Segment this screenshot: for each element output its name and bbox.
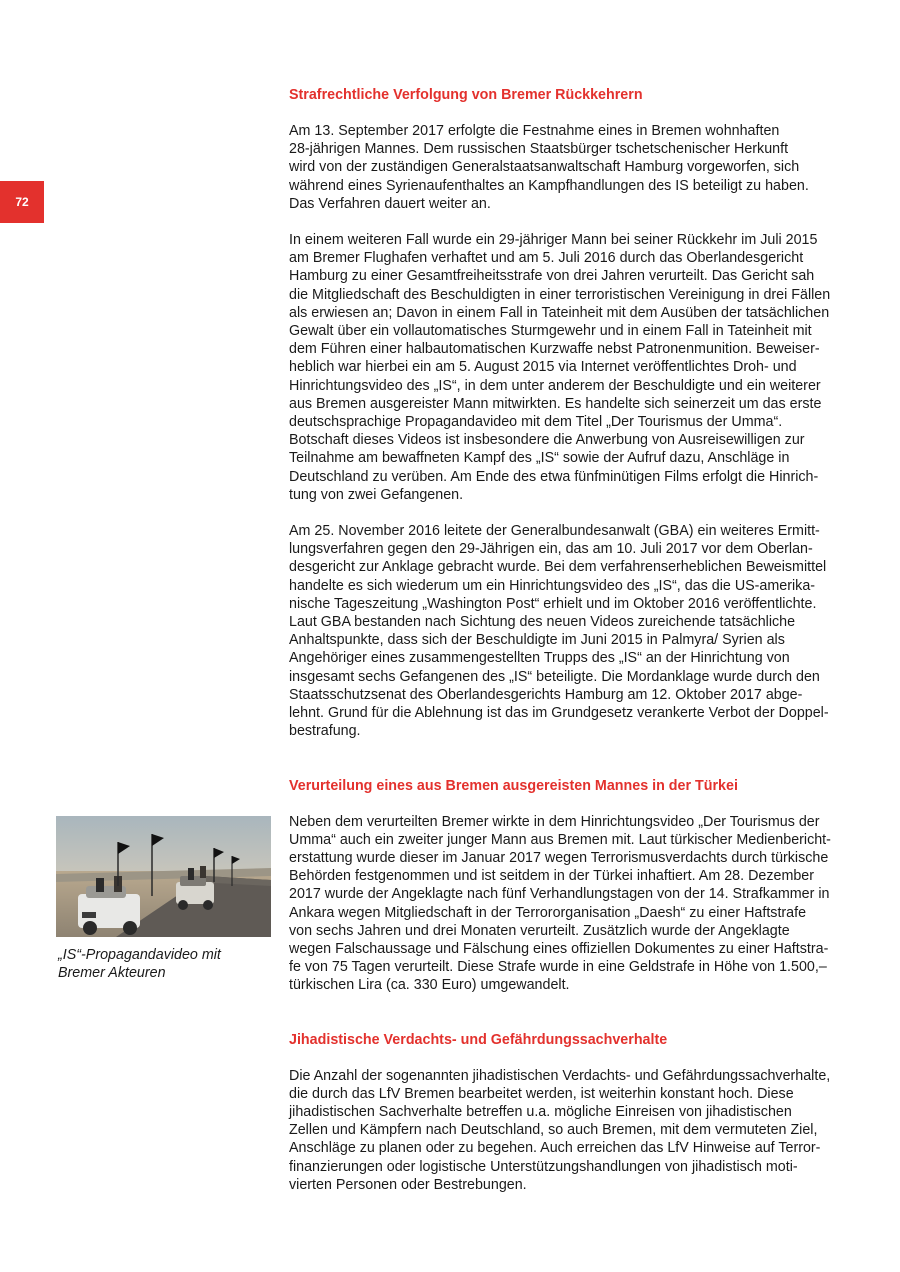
- text-line: als erwiesen an; Davon in einem Fall in Tateinheit mit dem Ausüben der tatsächlichen: [289, 304, 830, 321]
- text-line: Das Verfahren dauert weiter an.: [289, 195, 491, 212]
- text-line: Hinrichtungsvideo des „IS“, in dem unter anderem der Beschuldigte und ein weiterer: [289, 377, 821, 394]
- caption-line: „IS“-Propagandavideo mit: [58, 947, 221, 963]
- section-heading: Jihadistische Verdachts- und Gefährdungssachverhalte: [289, 1031, 668, 1048]
- section-heading: Strafrechtliche Verfolgung von Bremer Rückkehrern: [289, 87, 643, 103]
- text-line: Zellen und Kämpfern nach Deutschland, so auch Bremen, mit dem vermuteten Ziel,: [289, 1122, 818, 1139]
- text-line: vierten Personen oder Bestrebungen.: [289, 1176, 527, 1193]
- text-line: Am 25. November 2016 leitete der Generalbundesanwalt (GBA) ein weiteres Ermitt-: [289, 523, 820, 540]
- text-line: Ankara wegen Mitgliedschaft in der Terrororganisation „Daesh“ zu einer Haftstrafe: [289, 904, 807, 921]
- text-line: handelte es sich wiederum um ein Hinrichtungsvideo des „IS“, das die US-amerika-: [289, 577, 816, 594]
- text-line: finanzierungen oder logistische Unterstützungshandlungen von jihadistisch moti-: [289, 1158, 798, 1175]
- section-spacer: [289, 741, 837, 777]
- photo-caption: [58, 946, 273, 982]
- text-line: lungsverfahren gegen den 29-Jährigen ein, das am 10. Juli 2017 vor dem Oberlan-: [289, 541, 813, 558]
- body-paragraph: [289, 813, 837, 995]
- paragraph-spacer: [289, 504, 837, 522]
- text-line: deutschsprachige Propagandavideo mit dem Titel „Der Tourismus der Umma“.: [289, 414, 783, 431]
- body-paragraph: [289, 1067, 837, 1194]
- text-line: Laut GBA bestanden nach Sichtung des neuen Videos zureichende tatsächliche: [289, 614, 796, 631]
- text-line: jihadistischen Sachverhalte betreffen u.a. mögliche Einreisen von jihadistischen: [289, 1103, 792, 1120]
- text-line: fe von 75 Tagen verurteilt. Diese Strafe wurde in eine Geldstrafe in Höhe von 1.500,–: [289, 959, 827, 976]
- paragraph-spacer: [289, 213, 837, 231]
- text-line: türkischen Lira (ca. 330 Euro) umgewandelt.: [289, 977, 570, 994]
- text-line: tung von zwei Gefangenen.: [289, 486, 464, 503]
- text-line: Umma“ auch ein zweiter junger Mann aus Bremen mit. Laut türkischer Medienbericht-: [289, 831, 831, 848]
- text-line: wird von der zuständigen Generalstaatsanwaltschaft Hamburg vorgeworfen, sich: [289, 159, 800, 176]
- propaganda-photo: [56, 816, 271, 937]
- text-line: heblich war hierbei ein am 5. August 2015 via Internet veröffentlichtes Droh- und: [289, 359, 797, 376]
- text-line: Angehöriger eines zusammengestellten Trupps des „IS“ an der Hinrichtung von: [289, 650, 790, 667]
- text-line: lehnt. Grund für die Ablehnung ist das im Grundgesetz verankerte Verbot der Doppel-: [289, 705, 829, 722]
- caption-line: Bremer Akteuren: [58, 965, 166, 982]
- text-line: während eines Syrienaufenthaltes an Kampfhandlungen des IS beteiligt zu haben.: [289, 177, 809, 194]
- text-line: Neben dem verurteilten Bremer wirkte in dem Hinrichtungsvideo „Der Tourismus der: [289, 813, 820, 830]
- text-line: Behörden festgenommen und ist seitdem in der Türkei inhaftiert. Am 28. Dezember: [289, 868, 815, 885]
- section-spacer: [289, 995, 837, 1031]
- text-line: Anhaltspunkte, dass sich der Beschuldigte im Juni 2015 in Palmyra/ Syrien als: [289, 632, 785, 649]
- text-line: Anschläge zu planen oder zu begehen. Auch erreichen das LfV Hinweise auf Terror-: [289, 1140, 821, 1157]
- text-line: desgericht zur Anklage gebracht wurde. Bei dem verfahrenserheblichen Beweismittel: [289, 559, 827, 576]
- text-line: die Mitgliedschaft des Beschuldigten in einer terroristischen Vereinigung in drei Fällen: [289, 286, 831, 303]
- main-text-column: [289, 86, 837, 1194]
- text-line: Staatsschutzsenat des Oberlandesgerichts Hamburg am 12. Oktober 2017 abge-: [289, 686, 803, 703]
- text-line: Deutschland zu verüben. Am Ende des etwa fünfminütigen Films erfolgt die Hinrich-: [289, 468, 819, 485]
- text-line: insgesamt sechs Gefangenen des „IS“ beteiligte. Die Mordanklage wurde durch den: [289, 668, 820, 685]
- text-line: Die Anzahl der sogenannten jihadistischen Verdachts- und Gefährdungssachverhalte,: [289, 1067, 831, 1084]
- body-paragraph: [289, 122, 837, 213]
- text-line: 28-jährigen Mannes. Dem russischen Staatsbürger tschetschenischer Herkunft: [289, 141, 789, 158]
- text-line: aus Bremen ausgereister Mann mitwirkten. Es handelte sich seinerzeit um das erste: [289, 395, 822, 412]
- text-line: bestrafung.: [289, 723, 361, 740]
- text-line: von sechs Jahren und drei Monaten verurteilt. Zusätzlich wurde der Angeklagte: [289, 922, 790, 939]
- text-line: am Bremer Flughafen verhaftet und am 5. Juli 2016 durch das Oberlandesgericht: [289, 250, 804, 267]
- text-line: wegen Falschaussage und Fälschung eines offiziellen Dokumentes zu einer Haftstra-: [289, 940, 829, 957]
- text-line: Gewalt über ein vollautomatisches Sturmgewehr und in einem Fall in Tateinheit mit: [289, 323, 812, 340]
- text-line: die durch das LfV Bremen bearbeitet werden, ist weiterhin konstant hoch. Diese: [289, 1085, 794, 1102]
- text-line: Botschaft dieses Videos ist insbesondere die Anwerbung von Ausreisewilligen zur: [289, 432, 805, 449]
- section-heading: Verurteilung eines aus Bremen ausgereisten Mannes in der Türkei: [289, 777, 738, 794]
- text-line: Am 13. September 2017 erfolgte die Festnahme eines in Bremen wohnhaften: [289, 123, 780, 139]
- text-line: 2017 wurde der Angeklagte nach fünf Verhandlungstagen von der 14. Strafkammer in: [289, 886, 830, 903]
- text-line: nische Tageszeitung „Washington Post“ erhielt und im Oktober 2016 veröffentlichte.: [289, 595, 817, 612]
- page-number: 72: [0, 181, 44, 223]
- text-line: erstattung wurde dieser im Januar 2017 wegen Terrorismusverdachts durch türkische: [289, 849, 829, 866]
- body-paragraph: [289, 231, 837, 504]
- body-paragraph: [289, 522, 837, 740]
- text-line: Teilnahme am bewaffneten Kampf des „IS“ sowie der Aufruf dazu, Anschläge in: [289, 450, 790, 467]
- text-line: dem Führen einer halbautomatischen Kurzwaffe nebst Patronenmunition. Beweiser-: [289, 341, 820, 358]
- text-line: In einem weiteren Fall wurde ein 29-jähriger Mann bei seiner Rückkehr im Juli 2015: [289, 232, 818, 249]
- text-line: Hamburg zu einer Gesamtfreiheitsstrafe von drei Jahren verurteilt. Das Gericht sah: [289, 268, 815, 285]
